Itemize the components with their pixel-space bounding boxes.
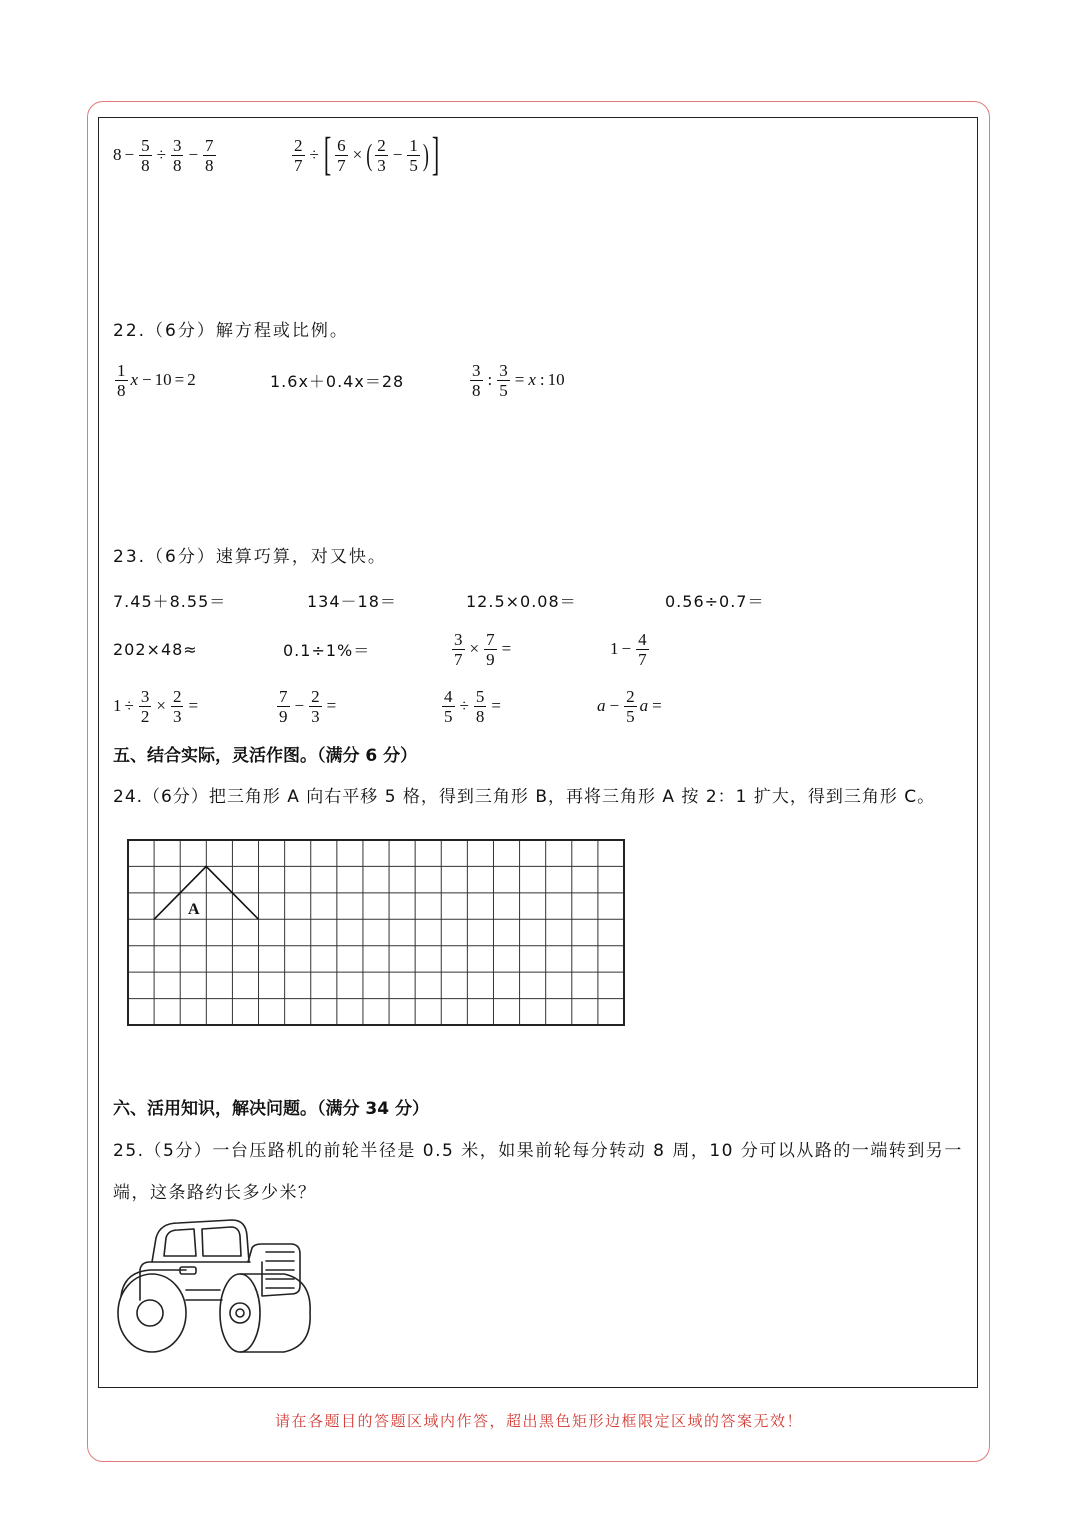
q23-item xyxy=(275,684,339,728)
fraction xyxy=(171,136,184,175)
fraction-denominator: 5 xyxy=(626,706,635,726)
math-operator: ÷ xyxy=(459,696,469,715)
fraction xyxy=(497,361,510,400)
math-operator: − xyxy=(142,370,152,389)
math-bracket: [ xyxy=(323,127,332,181)
q23-item xyxy=(113,684,201,728)
math-operator: : xyxy=(487,370,493,389)
math-operator: − xyxy=(294,696,305,715)
q23-item xyxy=(307,578,397,622)
q23-item xyxy=(610,627,651,671)
math-variable: x xyxy=(528,370,536,389)
square-grid xyxy=(127,839,626,1027)
q23-item xyxy=(596,684,665,728)
front-roller-face xyxy=(220,1274,260,1352)
math-variable: a xyxy=(597,696,606,715)
fraction-numerator: 2 xyxy=(311,686,320,706)
fraction-numerator: 1 xyxy=(117,360,126,380)
fraction-numerator: 2 xyxy=(294,135,303,155)
fraction-denominator: 8 xyxy=(117,380,126,400)
math-text: 0.1÷1%＝ xyxy=(283,640,371,660)
fraction xyxy=(335,136,348,175)
fraction-numerator: 5 xyxy=(475,686,485,706)
q25-text-line-2: 端，这条路约长多少米？ xyxy=(113,1183,317,1203)
math-text: 134－18＝ xyxy=(307,591,397,611)
q23-item xyxy=(113,578,226,622)
rear-wheel-hub xyxy=(137,1300,163,1326)
fraction-denominator: 8 xyxy=(205,155,214,175)
section-6-heading: 六、活用知识，解决问题。（满分 34 分） xyxy=(113,1099,429,1119)
math-operator: − xyxy=(124,145,135,164)
fraction xyxy=(624,687,637,726)
fraction-denominator: 7 xyxy=(337,155,346,175)
roller-right-window xyxy=(202,1227,241,1256)
math-operator: = xyxy=(326,696,337,715)
math-text: 10 xyxy=(154,370,172,389)
fraction-denominator: 9 xyxy=(486,649,495,669)
roller-grille xyxy=(266,1252,294,1288)
math-operator: − xyxy=(621,639,632,658)
q21-expression-1 xyxy=(113,133,218,177)
math-text: 202×48≈ xyxy=(113,639,198,659)
math-bracket: ] xyxy=(431,127,440,181)
fraction xyxy=(375,136,388,175)
math-variable: x xyxy=(130,370,139,389)
q23-item xyxy=(113,627,198,671)
fraction-numerator: 1 xyxy=(409,135,418,155)
fraction xyxy=(292,136,305,175)
fraction-denominator: 8 xyxy=(472,380,481,400)
math-text: 1.6x＋0.4x＝28 xyxy=(270,371,405,391)
fraction-denominator: 3 xyxy=(311,706,320,726)
fraction-denominator: 5 xyxy=(499,380,508,400)
math-operator: ÷ xyxy=(156,145,166,164)
q22-title: 22.（6分）解方程或比例。 xyxy=(113,321,349,341)
fraction-numerator: 3 xyxy=(454,629,463,649)
math-text: 8 xyxy=(113,145,122,164)
fraction-numerator: 7 xyxy=(279,686,288,706)
fraction-denominator: 5 xyxy=(409,155,418,175)
fraction xyxy=(139,136,152,175)
fraction-numerator: 3 xyxy=(472,360,481,380)
q24-text: 24.（6分）把三角形 A 向右平移 5 格，得到三角形 B，再将三角形 A 按 2：1 扩大，得到三角形 C。 xyxy=(113,787,936,807)
fraction-denominator: 2 xyxy=(140,706,150,726)
math-operator: = xyxy=(174,370,185,389)
fraction-denominator: 8 xyxy=(172,155,182,175)
math-text: 7.45＋8.55＝ xyxy=(113,591,227,611)
fraction xyxy=(484,630,497,669)
fraction-numerator: 3 xyxy=(499,360,508,380)
math-text: 0.56÷0.7＝ xyxy=(665,591,765,611)
fraction-numerator: 6 xyxy=(337,135,346,155)
q23-item xyxy=(283,627,370,671)
math-operator: − xyxy=(609,696,620,715)
fraction-numerator: 7 xyxy=(205,135,214,155)
fraction xyxy=(139,687,152,726)
math-operator: = xyxy=(491,696,501,715)
math-operator: ÷ xyxy=(124,696,134,715)
fraction-denominator: 7 xyxy=(294,155,303,175)
math-operator: ÷ xyxy=(309,145,319,164)
road-roller-illustration xyxy=(112,1215,317,1357)
fraction xyxy=(309,687,322,726)
fraction xyxy=(452,630,465,669)
fraction-denominator: 5 xyxy=(444,706,453,726)
front-roller-axle xyxy=(236,1309,244,1317)
fraction xyxy=(171,687,184,726)
q23-item xyxy=(665,578,764,622)
fraction xyxy=(442,687,455,726)
math-operator: = xyxy=(188,696,199,715)
fraction xyxy=(277,687,290,726)
math-operator: × xyxy=(352,145,363,164)
fraction-numerator: 2 xyxy=(377,135,386,155)
fraction-denominator: 3 xyxy=(377,155,386,175)
fraction-denominator: 8 xyxy=(141,155,150,175)
fraction xyxy=(636,630,649,669)
q23-item xyxy=(466,578,577,622)
footer-notice: 请在各题目的答题区域内作答，超出黑色矩形边框限定区域的答案无效！ xyxy=(275,1412,804,1430)
math-operator: − xyxy=(392,145,403,164)
q23-item xyxy=(440,684,504,728)
math-text: 10 xyxy=(547,370,565,389)
triangle-a-label: A xyxy=(188,901,200,918)
fraction-numerator: 2 xyxy=(172,686,182,706)
fraction-numerator: 3 xyxy=(140,686,150,706)
fraction-denominator: 7 xyxy=(638,649,647,669)
q23-item xyxy=(450,627,514,671)
fraction-denominator: 7 xyxy=(454,649,463,669)
fraction-denominator: 8 xyxy=(475,706,485,726)
q25-text-line-1: 25.（5分）一台压路机的前轮半径是 0.5 米，如果前轮每分转动 8 周，10 分可以从路的一端转到另一 xyxy=(113,1141,963,1161)
fraction-denominator: 9 xyxy=(279,706,288,726)
q21-expression-2 xyxy=(290,127,441,181)
fraction xyxy=(474,687,487,726)
math-operator: = xyxy=(501,639,512,658)
fraction xyxy=(407,136,420,175)
roller-left-window xyxy=(164,1229,196,1256)
fraction-numerator: 4 xyxy=(444,686,453,706)
q22-equation-2 xyxy=(270,358,404,402)
fraction-denominator: 3 xyxy=(172,706,182,726)
fraction-numerator: 7 xyxy=(486,629,495,649)
q22-proportion xyxy=(468,358,565,402)
math-variable: a xyxy=(639,696,649,715)
math-text: 1 xyxy=(113,696,122,715)
grid-lines xyxy=(128,840,624,1025)
math-text: 1 xyxy=(610,639,619,658)
q23-title: 23.（6分）速算巧算，对又快。 xyxy=(113,547,387,567)
roller-frame xyxy=(186,1290,222,1300)
math-parenthesis: ) xyxy=(422,137,429,172)
q22-equation-1 xyxy=(113,358,196,402)
fraction-numerator: 3 xyxy=(172,135,182,155)
fraction xyxy=(115,361,128,400)
math-text: 12.5×0.08＝ xyxy=(466,591,577,611)
fraction-numerator: 4 xyxy=(638,629,647,649)
math-text: 2 xyxy=(187,370,196,389)
math-operator: = xyxy=(514,370,525,389)
math-operator: : xyxy=(539,370,545,389)
fraction-numerator: 2 xyxy=(626,686,635,706)
grid-border xyxy=(128,840,624,1025)
fraction-numerator: 5 xyxy=(141,135,150,155)
fraction xyxy=(470,361,483,400)
math-operator: × xyxy=(156,696,166,715)
section-5-heading: 五、结合实际，灵活作图。（满分 6 分） xyxy=(113,746,418,766)
math-operator: = xyxy=(652,696,662,715)
rear-wheel xyxy=(118,1274,186,1352)
fraction xyxy=(203,136,216,175)
math-operator: × xyxy=(469,639,480,658)
math-parenthesis: ( xyxy=(366,137,373,172)
math-operator: − xyxy=(188,145,199,164)
front-roller-hub xyxy=(230,1303,250,1323)
